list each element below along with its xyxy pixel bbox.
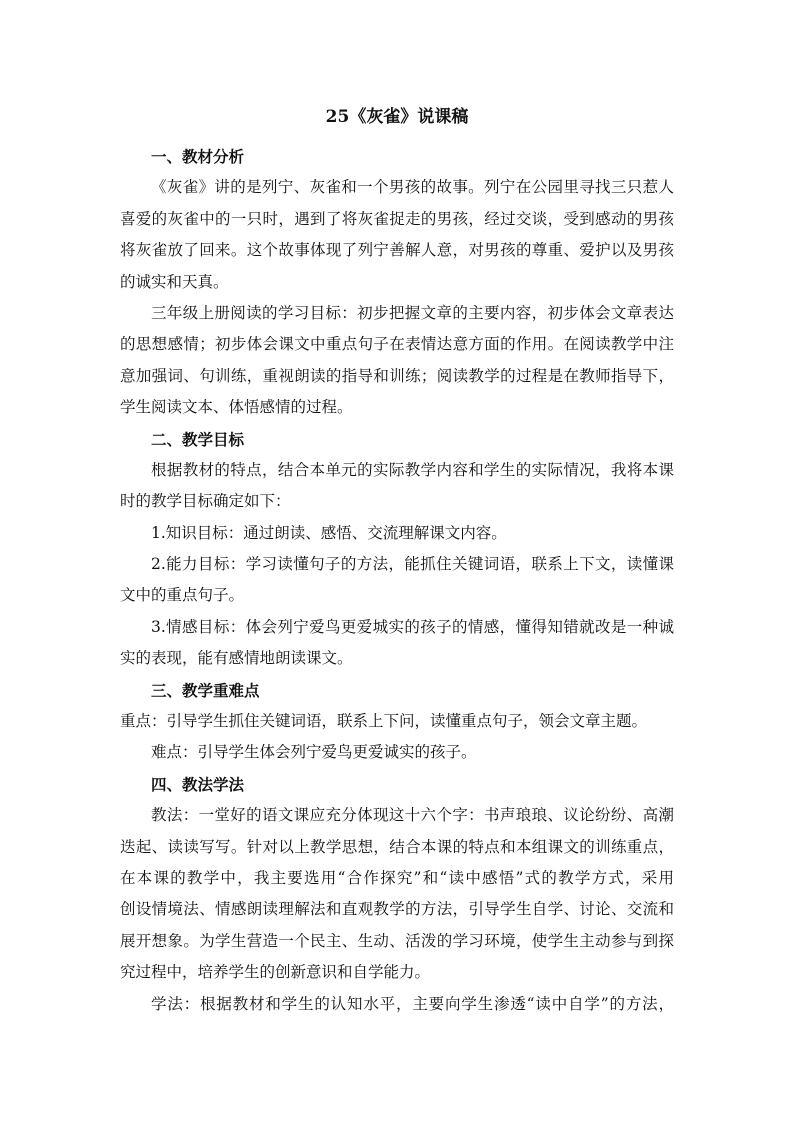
paragraph-line: 的诚实和天真。	[120, 272, 229, 291]
paragraph-line: 实的表现，能有感情地朗读课文。	[120, 649, 353, 668]
paragraph-line: 喜爱的灰雀中的一只时，遇到了将灰雀捉走的男孩，经过交谈，受到感动的男孩	[120, 209, 674, 228]
paragraph-line: 根据教材的特点，结合本单元的实际教学内容和学生的实际情况，我将本课	[151, 460, 674, 479]
paragraph-line: 学法：根据教材和学生的认知水平，主要向学生渗透“读中自学”的方法，	[151, 994, 674, 1013]
paragraph-line: 3.情感目标：体会列宁爱鸟更爱城实的孩子的情感，懂得知错就改是一种诚	[151, 617, 674, 636]
paragraph-line: 将灰雀放了回来。这个故事体现了列宁善解人意，对男孩的尊重、爱护以及男孩	[120, 241, 674, 260]
paragraph-line: 重点：引导学生抓住关键词语，联系上下问，读懂重点句子，领会文章主题。	[120, 712, 648, 731]
paragraph-line: 三年级上册阅读的学习目标：初步把握文章的主要内容，初步体会文章表达	[151, 303, 674, 322]
paragraph-line: 教法：一堂好的语文课应充分体现这十六个字：书声琅琅、议论纷纷、高潮	[151, 806, 674, 825]
section-heading: 二、教学目标	[151, 429, 245, 449]
paragraph-line: 究过程中，培养学生的创新意识和自学能力。	[120, 963, 431, 982]
section-heading: 四、教法学法	[151, 774, 245, 794]
paragraph-line: 时的教学目标确定如下：	[120, 492, 291, 511]
paragraph-line: 创设情境法、情感朗读理解法和直观教学的方法，引导学生自学、讨论、交流和	[120, 900, 674, 919]
paragraph-line: 文中的重点句子。	[120, 586, 245, 605]
section-heading: 三、教学重难点	[151, 680, 260, 700]
paragraph-line: 在本课的教学中，我主要选用“合作探究”和“读中感悟”式的教学方式，采用	[120, 868, 674, 887]
paragraph-line: 迭起、读读写写。针对以上教学思想，结合本课的特点和本组课文的训练重点，	[120, 837, 674, 856]
paragraph-line: 学生阅读文本、体悟感情的过程。	[120, 398, 353, 417]
paragraph-line: 意加强词、句训练，重视朗读的指导和训练；阅读教学的过程是在教师指导下，	[120, 366, 674, 385]
paragraph-line: 展开想象。为学生营造一个民主、生动、活泼的学习环境，使学生主动参与到探	[120, 931, 674, 950]
document-title: 25《灰雀》说课稿	[325, 107, 469, 127]
paragraph-line: 2.能力目标：学习读懂句子的方法，能抓住关键词语，联系上下文，读懂课	[151, 555, 674, 574]
paragraph-line: 难点：引导学生体会列宁爱鸟更爱诚实的孩子。	[151, 743, 477, 762]
paragraph-line: 的思想感情；初步体会课文中重点句子在表情达意方面的作用。在阅读教学中注	[120, 335, 674, 354]
document-body	[120, 141, 674, 1020]
paragraph-line: 《灰雀》讲的是列宁、灰雀和一个男孩的故事。列宁在公园里寻找三只惹人	[151, 178, 674, 197]
section-heading: 一、教材分析	[151, 147, 245, 166]
paragraph-line: 1.知识目标：通过朗读、感悟、交流理解课文内容。	[151, 523, 507, 542]
